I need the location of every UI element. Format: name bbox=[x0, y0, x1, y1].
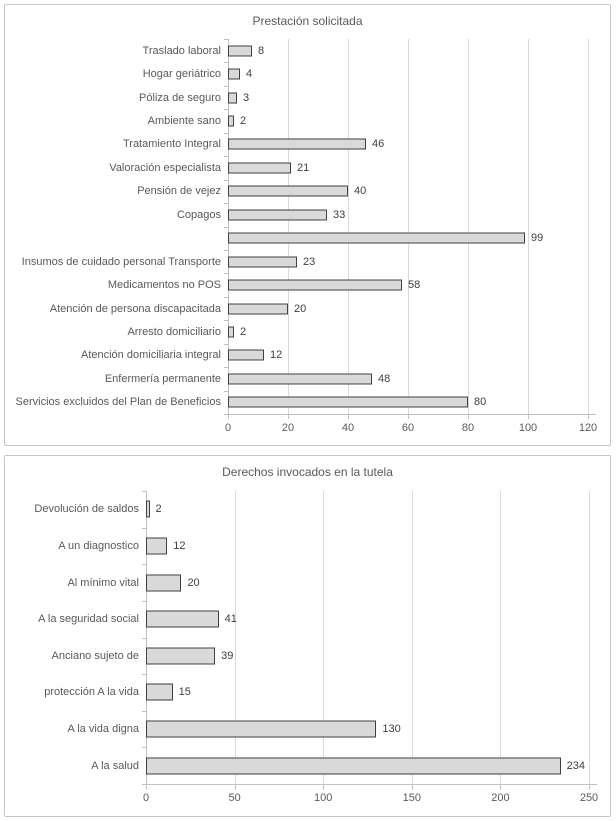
bar-row bbox=[5, 491, 610, 528]
category-label: Al mínimo vital bbox=[67, 576, 139, 589]
bar bbox=[146, 647, 215, 664]
value-label: 3 bbox=[243, 91, 250, 104]
bar-track bbox=[146, 528, 589, 565]
bar-row bbox=[5, 711, 610, 748]
bar-track bbox=[228, 391, 588, 414]
bar-row bbox=[5, 133, 610, 156]
axis-tick bbox=[323, 785, 324, 789]
axis-tick-label: 50 bbox=[228, 792, 241, 804]
bar-row bbox=[5, 109, 610, 132]
bar-row bbox=[5, 747, 610, 784]
chart-plot-area bbox=[5, 39, 610, 434]
axis-tick-label: 80 bbox=[461, 422, 475, 434]
category-label: Atención domiciliaria integral bbox=[80, 349, 221, 362]
bar bbox=[146, 537, 167, 554]
axis-tick bbox=[412, 785, 413, 789]
axis-tick bbox=[288, 415, 289, 419]
bar-row bbox=[5, 156, 610, 179]
bar bbox=[228, 233, 525, 244]
category-label: Anciano sujeto de bbox=[51, 649, 139, 662]
bar-track bbox=[228, 227, 588, 250]
category-label: Hogar geriátrico bbox=[142, 68, 221, 81]
axis-tick bbox=[589, 785, 590, 789]
bar-track bbox=[228, 62, 588, 85]
value-label: 46 bbox=[372, 138, 385, 151]
axis-tick bbox=[408, 415, 409, 419]
bar bbox=[228, 303, 288, 314]
bar bbox=[228, 256, 297, 267]
bar bbox=[146, 757, 561, 774]
value-label: 39 bbox=[221, 649, 234, 662]
value-label: 99 bbox=[531, 232, 544, 245]
value-label: 2 bbox=[155, 503, 162, 516]
axis-tick-label: 0 bbox=[224, 422, 232, 434]
bar bbox=[228, 350, 264, 361]
bar bbox=[228, 397, 468, 408]
bar-row bbox=[5, 180, 610, 203]
value-label: 80 bbox=[474, 396, 487, 409]
bar-track bbox=[146, 601, 589, 638]
chart-plot-area bbox=[5, 491, 610, 804]
value-label: 4 bbox=[246, 68, 253, 81]
bar-row bbox=[5, 320, 610, 343]
axis-tick bbox=[235, 785, 236, 789]
axis-tick-label: 150 bbox=[402, 792, 421, 804]
value-label: 33 bbox=[333, 208, 346, 221]
bar-track bbox=[146, 674, 589, 711]
bar bbox=[228, 69, 240, 80]
value-label: 8 bbox=[258, 44, 265, 57]
bar-row bbox=[5, 297, 610, 320]
axis-tick bbox=[228, 415, 229, 419]
axis-tick-label: 0 bbox=[142, 792, 150, 804]
value-label: 234 bbox=[566, 759, 585, 772]
axis-tick-label: 100 bbox=[518, 422, 538, 434]
axis-tick-label: 20 bbox=[281, 422, 295, 434]
bar-row bbox=[5, 528, 610, 565]
value-label: 40 bbox=[354, 185, 367, 198]
category-label: A un diagnostico bbox=[58, 539, 139, 552]
value-label: 20 bbox=[187, 576, 200, 589]
category-label: Devolución de saldos bbox=[34, 503, 139, 516]
bar-row bbox=[5, 638, 610, 675]
bar-track bbox=[146, 711, 589, 748]
bar-row bbox=[5, 39, 610, 62]
bar-row bbox=[5, 203, 610, 226]
axis-tick-label: 120 bbox=[578, 422, 598, 434]
bar-track bbox=[228, 109, 588, 132]
bar-row bbox=[5, 62, 610, 85]
chart-title: Derechos invocados en la tutela bbox=[222, 465, 393, 479]
bar-row bbox=[5, 250, 610, 273]
plot-rows bbox=[5, 491, 610, 784]
bar bbox=[146, 574, 181, 591]
bar-row bbox=[5, 391, 610, 414]
axis-tick bbox=[468, 415, 469, 419]
bar bbox=[228, 162, 291, 173]
bar-track bbox=[146, 638, 589, 675]
value-label: 48 bbox=[378, 372, 391, 385]
value-label: 130 bbox=[382, 723, 401, 736]
bar bbox=[228, 45, 252, 56]
category-label: Pensión de vejez bbox=[137, 185, 221, 198]
bar bbox=[228, 209, 327, 220]
axis-tick bbox=[588, 415, 589, 419]
category-label: Copagos bbox=[176, 208, 221, 221]
bar-row bbox=[5, 601, 610, 638]
axis-tick-label: 100 bbox=[314, 792, 333, 804]
category-label: A la seguridad social bbox=[38, 613, 139, 626]
bar-track bbox=[228, 344, 588, 367]
bar-track bbox=[228, 273, 588, 296]
category-label: Medicamentos no POS bbox=[107, 279, 221, 292]
bar bbox=[228, 186, 348, 197]
bar-track bbox=[146, 747, 589, 784]
category-label: A la salud bbox=[91, 759, 139, 772]
value-label: 12 bbox=[270, 349, 283, 362]
axis-tick-label: 250 bbox=[579, 792, 599, 804]
bar bbox=[146, 721, 376, 738]
value-label: 2 bbox=[240, 325, 247, 338]
chart-panel-prestacion bbox=[4, 4, 611, 446]
axis-tick bbox=[500, 785, 501, 789]
category-label: Enfermería permanente bbox=[104, 372, 221, 385]
chart-panel-derechos bbox=[4, 455, 611, 817]
category-label: Ambiente sano bbox=[147, 115, 221, 128]
bar-track bbox=[228, 297, 588, 320]
value-label: 21 bbox=[297, 161, 310, 174]
bar-track bbox=[146, 564, 589, 601]
category-label: Insumos de cuidado personal Transporte bbox=[21, 255, 221, 268]
bar-track bbox=[146, 491, 589, 528]
axis-tick bbox=[348, 415, 349, 419]
axis-tick-label: 40 bbox=[341, 422, 355, 434]
bar bbox=[228, 139, 366, 150]
bar-row bbox=[5, 273, 610, 296]
category-label: Servicios excluidos del Plan de Beneficios bbox=[15, 396, 221, 409]
category-label: protección A la vida bbox=[44, 686, 139, 699]
axis-tick-label: 200 bbox=[491, 792, 510, 804]
category-label: Atención de persona discapacitada bbox=[49, 302, 221, 315]
bar bbox=[228, 373, 372, 384]
category-label: Tratamiento Integral bbox=[122, 138, 221, 151]
value-label: 58 bbox=[408, 279, 421, 292]
plot-rows bbox=[5, 39, 610, 414]
axis-tick-label: 60 bbox=[401, 422, 415, 434]
bar bbox=[228, 92, 237, 103]
bar bbox=[146, 684, 173, 701]
value-axis bbox=[224, 414, 598, 439]
axis-tick bbox=[528, 415, 529, 419]
bar-track bbox=[228, 367, 588, 390]
value-label: 23 bbox=[303, 255, 316, 268]
category-label: A la vida digna bbox=[67, 723, 139, 736]
bar-track bbox=[228, 203, 588, 226]
bar-row bbox=[5, 344, 610, 367]
bar-track bbox=[228, 320, 588, 343]
bar-row bbox=[5, 86, 610, 109]
axis-tick bbox=[146, 785, 147, 789]
bar-track bbox=[228, 39, 588, 62]
value-label: 41 bbox=[224, 613, 237, 626]
bar bbox=[228, 280, 402, 291]
bar-row bbox=[5, 674, 610, 711]
value-label: 2 bbox=[240, 115, 247, 128]
bar-track bbox=[228, 86, 588, 109]
category-label: Póliza de seguro bbox=[139, 91, 221, 104]
bar-track bbox=[228, 180, 588, 203]
bar-row bbox=[5, 564, 610, 601]
bar-track bbox=[228, 250, 588, 273]
bar-track bbox=[228, 156, 588, 179]
value-axis bbox=[142, 784, 599, 809]
bar-row bbox=[5, 367, 610, 390]
value-label: 15 bbox=[178, 686, 191, 699]
category-label: Arresto domiciliario bbox=[127, 325, 221, 338]
value-label: 20 bbox=[294, 302, 307, 315]
category-label: Valoración especialista bbox=[109, 161, 221, 174]
category-label: Traslado laboral bbox=[142, 44, 221, 57]
bar-row bbox=[5, 227, 610, 250]
value-label: 12 bbox=[173, 539, 186, 552]
bar-track bbox=[228, 133, 588, 156]
bar bbox=[146, 611, 219, 628]
chart-title: Prestación solicitada bbox=[252, 14, 363, 28]
